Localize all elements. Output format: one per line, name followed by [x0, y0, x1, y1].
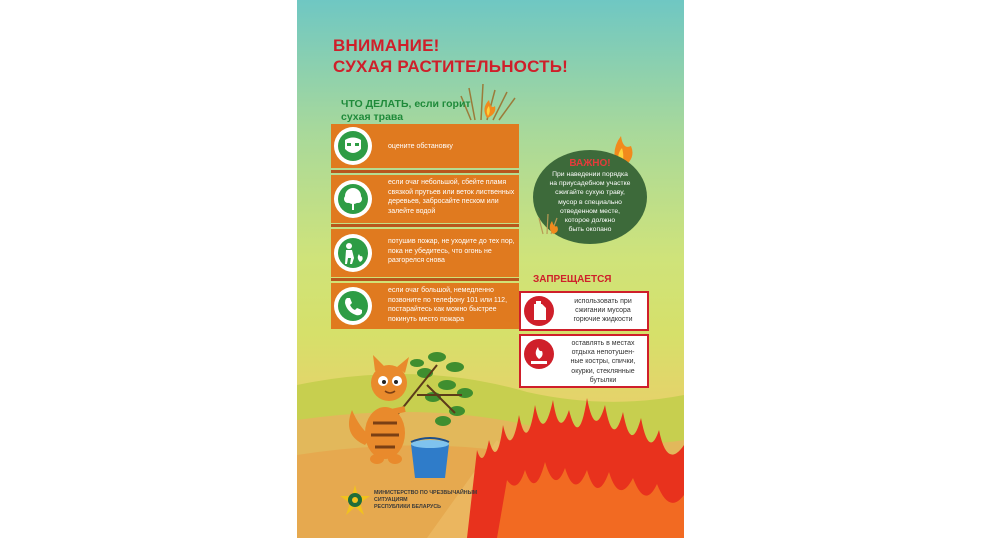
firefighter-mask-icon [338, 131, 368, 161]
forbidden-line: горючие жидкости [573, 316, 633, 324]
poster-title-line1: ВНИМАНИЕ! [333, 36, 440, 55]
phone-icon [338, 291, 368, 321]
section-title-line2: сухая трава [341, 111, 404, 123]
important-line: быть окопано [568, 226, 612, 234]
forbidden-line: ные костры, спички, [570, 358, 636, 366]
forbidden-title: ЗАПРЕЩАЕТСЯ [533, 274, 612, 285]
ministry-line: МИНИСТЕРСТВО ПО ЧРЕЗВЫЧАЙНЫМ СИТУАЦИЯМ [374, 490, 478, 503]
fuel-canister-icon [524, 296, 554, 326]
forbidden-line: сжигании мусора [575, 307, 631, 315]
forbidden-item-fuel [519, 291, 649, 331]
person-extinguishing-fire-icon [338, 238, 368, 268]
forbidden-line: окурки, стеклянные [571, 367, 635, 375]
important-line: мусор в специально [558, 198, 622, 206]
important-line: на приусадебном участке [549, 180, 631, 188]
step-text: если очаг большой, немедленно позвоните по телефону 101 или 112, постарайтесь как можно быстрее покинуть место пожара [388, 287, 508, 323]
step-assess [331, 124, 519, 168]
forbidden-text [563, 339, 643, 385]
forbidden-line: использовать при [574, 298, 632, 305]
forbidden-line: отдыха непотушен- [571, 349, 635, 357]
ministry-line: РЕСПУБЛИКИ БЕЛАРУСЬ [374, 504, 441, 510]
section-title [341, 98, 511, 124]
forbidden-line: оставлять в местах [571, 340, 635, 347]
step-text: потушив пожар, не уходите до тех пор, пока не убедитесь, что огонь не разгорелся снова [388, 238, 515, 264]
important-note [533, 150, 647, 244]
important-line: При наведении порядка [552, 171, 628, 178]
step-text: если очаг небольшой, сбейте пламя связкой прутьев или веток лиственных деревьев, забросайте песком или залейте водой [388, 179, 515, 215]
forbidden-text [563, 297, 643, 325]
step-call-emergency [331, 283, 519, 329]
important-heading: ВАЖНО! [569, 158, 611, 169]
ministry-name [374, 490, 504, 511]
step-monitor [331, 229, 519, 277]
section-title-line1: ЧТО ДЕЛАТЬ, если горит [341, 98, 471, 110]
safety-poster [297, 0, 684, 538]
step-extinguish-small [331, 175, 519, 223]
important-line: отведенном месте, [559, 207, 621, 215]
step-text: оцените обстановку [388, 143, 453, 150]
forbidden-line: бутылки [589, 376, 617, 384]
ministry-emblem-logo [339, 484, 371, 516]
matches-fire-icon [524, 339, 554, 369]
tree-branch-icon [338, 184, 368, 214]
important-line: которое должно [564, 217, 616, 225]
water-bucket-icon [405, 432, 455, 482]
grass-fire-icon [535, 206, 565, 236]
forbidden-item-campfire [519, 334, 649, 388]
important-line: сжигайте сухую траву, [555, 189, 625, 197]
poster-title-line2: СУХАЯ РАСТИТЕЛЬНОСТЬ! [333, 57, 569, 76]
